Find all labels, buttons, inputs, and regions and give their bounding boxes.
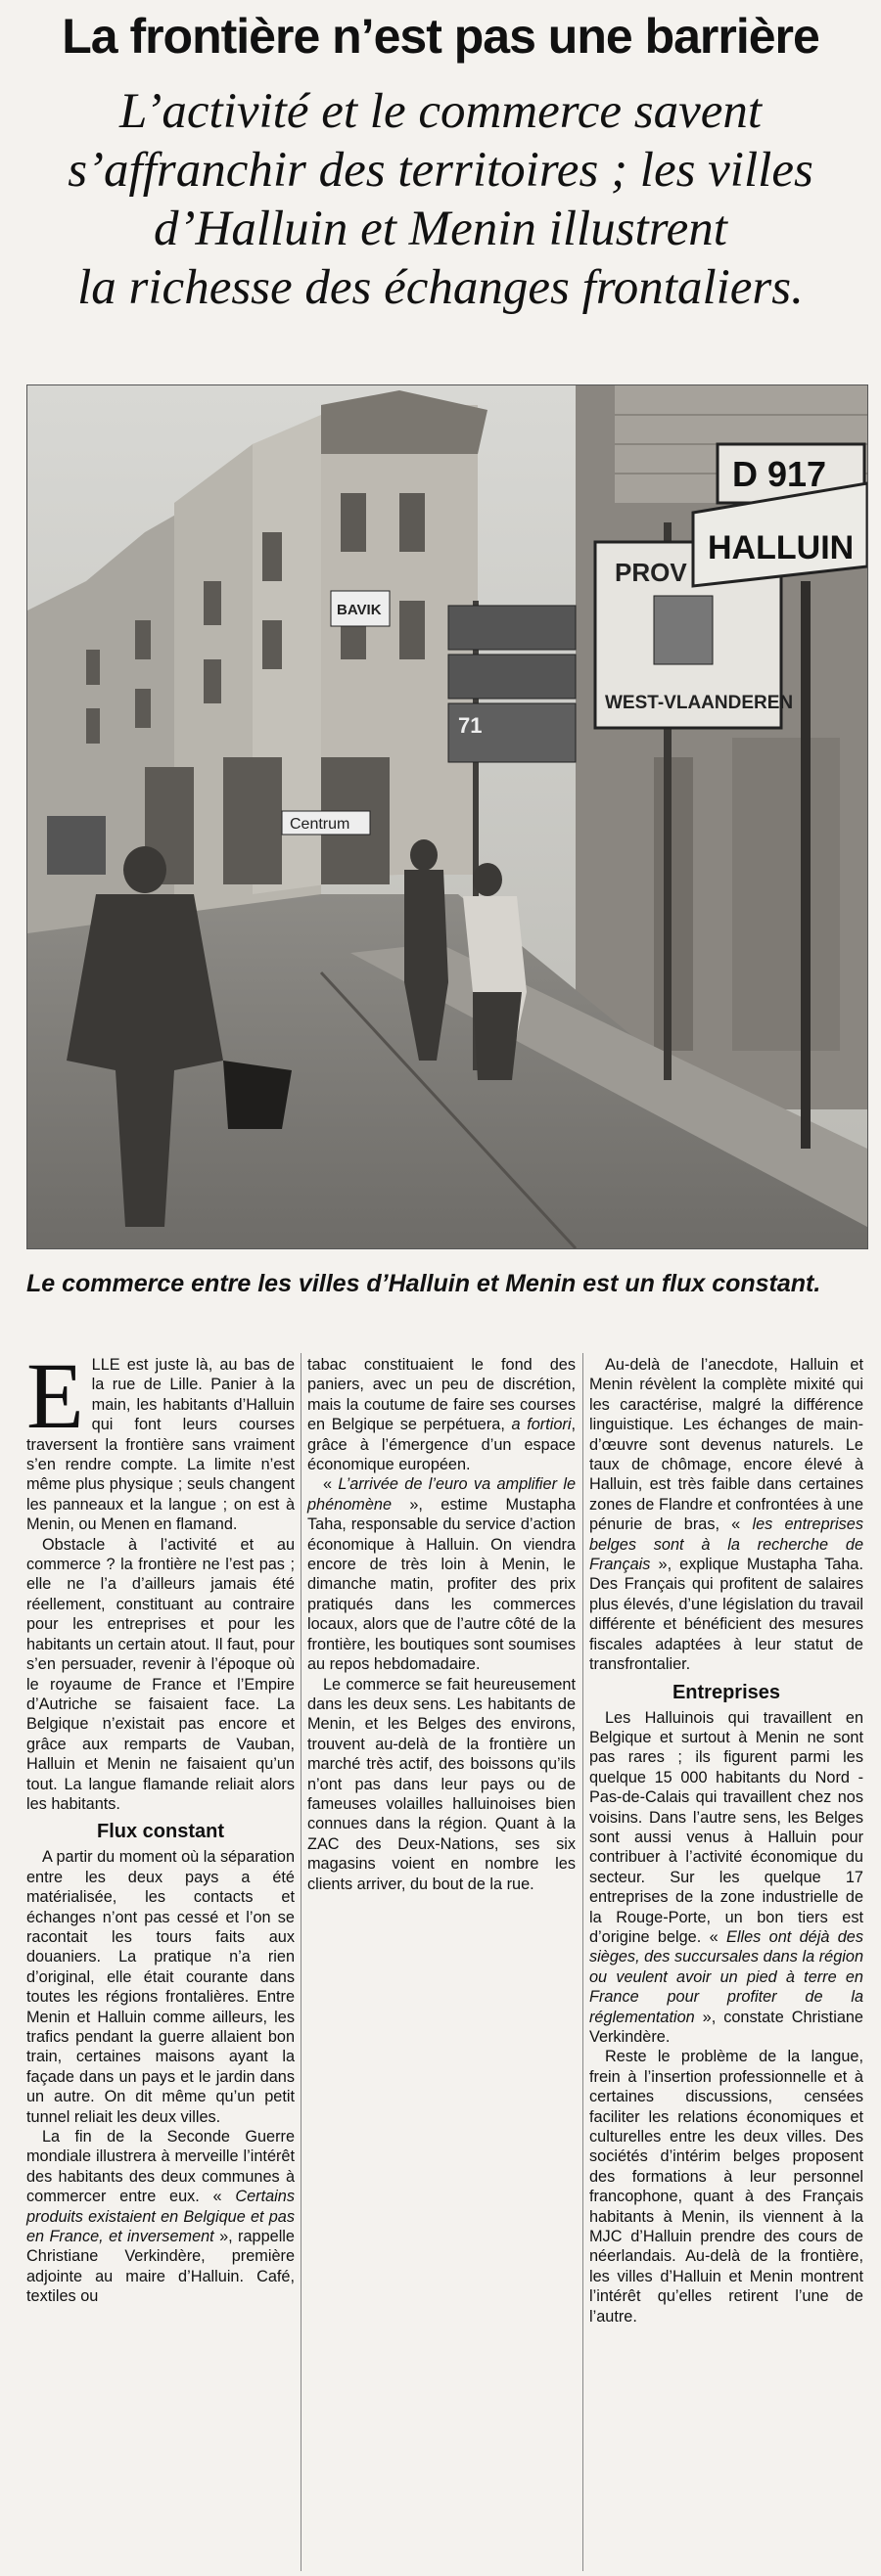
subheading: Flux constant — [96, 1821, 224, 1843]
paragraph: A partir du moment où la séparation entre les deux pays a été matérialisée, les contacts et échanges n’ont pas cessé et l’on se racontait les tours faits aux douaniers. La pratique n’a rien d’original, elle était courante dans toutes les régions frontalières. Entre Menin et Halluin comme ailleurs, les trafics pendant la guerre allaient bon train, certaines maisons ayant la façade dans un pays et le jardin dans un autre. On dit même qu’un petit tunnel reliait les deux villes. — [26, 1848, 295, 2126]
street-photo-illustration — [27, 385, 867, 1248]
paragraph: tabac constituaient le fond des paniers, avec un peu de discrétion, mais la coutume de faire ses courses en Belgique se perpétuera, a fortiori, grâce à l’émergence d’un espace économique européen. — [307, 1356, 576, 1474]
province-sign: PROV — [615, 558, 687, 587]
article-column-1 — [26, 1343, 295, 2307]
article-column-3 — [589, 1355, 863, 2327]
paragraph: Obstacle à l’activité et au commerce ? la frontière ne l’est pas ; elle ne l’a d’ailleurs jamais été réellement, constituant au contraire pour les entreprises et pour les habitants un certain atout. Il faut, pour s’en persuader, revenir à l’époque où le royaume de France et l’Empire d’Autriche se faisaient face. La Belgique n’existait pas encore et grâce aux remparts de Vauban, Halluin et Menin ne faisaient qu’un tout. La langue flamande reliait alors les habitants. — [26, 1535, 295, 1813]
region-sign: WEST-VLAANDEREN — [605, 693, 794, 713]
drop-cap: E — [26, 1343, 84, 1448]
photo-caption: Le commerce entre les villes d’Halluin et Menin est un flux constant. — [26, 1270, 821, 1297]
standfirst — [0, 82, 881, 317]
standfirst-line: L’activité et le commerce savent — [118, 84, 763, 139]
paragraph: Reste le problème de la langue, frein à l’insertion professionnelle et à certaines discussions, censées faciliter les relations économiques et culturelles entre les deux villes. Des sociétés d’intérim belges proposent des formations à leur personnel francophone, quant à des Français habitants à Menin, ils viennent à la MJC d’Halluin prendre des cours de néerlandais. Au-delà de la frontière, les villes d’Halluin et Menin montrent l’intérêt qu’elles retirent l’une de l’autre. — [589, 2048, 863, 2326]
article-column-2 — [307, 1355, 576, 1894]
shop-sign: BAVIK — [337, 602, 382, 618]
headline: La frontière n’est pas une barrière — [62, 9, 819, 64]
subheading: Entreprises — [672, 1681, 781, 1703]
paragraph: ELLE est juste là, au bas de la rue de Lille. Panier à la main, les habitants d’Halluin qui font leurs courses traversent la frontière sans vraiment s’en rendre compte. La limite n’est même plus physique ; seuls changent les panneaux et la langue ; on est à Menin, ou Menen en flamand. — [26, 1343, 295, 1534]
route-number-sign: 71 — [458, 713, 483, 738]
column-rule — [582, 1353, 583, 2571]
paragraph: Les Halluinois qui travaillent en Belgique et surtout à Menin ne sont pas rares ; ils figurent parmi les quelque 15 000 habitants du Nord - Pas-de-Calais qui travaillent chez nos voisins. Dans l’autre sens, les Belges sont aussi venus à Halluin pour contribuer à l’activité économique du secteur. Sur les quelque 17 entreprises de la zone industrielle de la Rouge-Porte, un bon tiers est d’origine belge. « Elles ont déjà des sièges, des succursales dans la région ou veulent avoir un pied à terre en France pour profiter de la réglementation », constate Christiane Verkindère. — [589, 1708, 864, 2046]
centrum-sign: Centrum — [290, 816, 350, 833]
standfirst-line: s’affranchir des territoires ; les villes — [68, 143, 813, 198]
paragraph: « L’arrivée de l’euro va amplifier le phénomène », estime Mustapha Taha, responsable du service d’action économique à Halluin. On viendra encore de très loin à Menin, le dimanche matin, profiter des prix pratiqués dans les commerces locaux, alors que de l’autre côté de la frontière, les boutiques sont soumises au repos hebdomadaire. — [307, 1475, 577, 1674]
standfirst-line: la richesse des échanges frontaliers. — [77, 260, 804, 315]
street-photo — [26, 384, 868, 1249]
road-number-sign: D 917 — [732, 454, 827, 494]
paragraph: Le commerce se fait heureusement dans les deux sens. Les habitants de Menin, et les Belges des environs, trouvent au-delà de la frontière un marché très actif, des boissons qu’ils n’ont pas dans leur pays ou de fameuses volailles halluinoises bien connues dans la région. Quant à la ZAC des Deux-Nations, ses six magasins voient en nombre les clients arriver, du bout de la rue. — [307, 1675, 576, 1893]
paragraph: La fin de la Seconde Guerre mondiale illustrera à merveille l’intérêt des habitants des deux communes à commercer entre eux. « Certains produits existaient en Belgique et pas en France, et inversement », rappelle Christiane Verkindère, première adjointe au maire d’Halluin. Café, textiles ou — [26, 2128, 295, 2306]
standfirst-line: d’Halluin et Menin illustrent — [154, 202, 727, 256]
town-sign: HALLUIN — [708, 529, 855, 566]
paragraph: Au-delà de l’anecdote, Halluin et Menin révèlent la complète mixité qui les caractérise, malgré la différence linguistique. Les échanges de main-d’œuvre sont devenus naturels. Le taux de chômage, encore élevé à Halluin, est très faible dans certaines zones de Flandre et confrontées à une pénurie de bras, « les entreprises belges sont à la recherche de Français », explique Mustapha Taha. Des Français qui profitent de salaires plus élevés, d’une législation du travail différente et bénéficient des mesures fiscales adaptées à leur statut de transfrontalier. — [589, 1356, 863, 1674]
